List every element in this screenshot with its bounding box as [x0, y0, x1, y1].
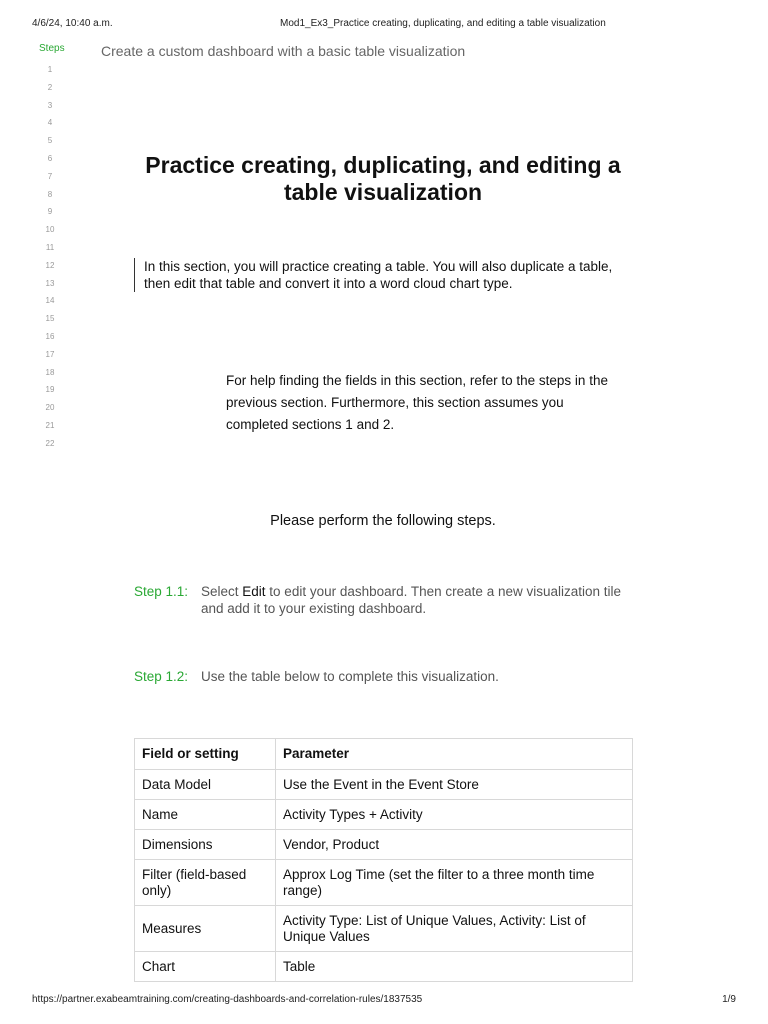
line-number: 18: [45, 367, 55, 377]
line-number: 4: [47, 118, 53, 128]
line-number: 17: [45, 349, 55, 359]
line-number: 2: [47, 82, 53, 92]
line-number: 1: [47, 65, 53, 74]
table-cell: Use the Event in the Event Store: [276, 770, 633, 800]
table-cell: Activity Type: List of Unique Values, Activity: List of Unique Values: [276, 906, 633, 952]
step-text: Use the table below to complete this visualization.: [201, 669, 499, 684]
table-cell: Vendor, Product: [276, 830, 633, 860]
table-cell: Filter (field-based only): [135, 860, 276, 906]
edit-keyword: Edit: [242, 584, 266, 599]
page-number: 1/9: [722, 994, 736, 1005]
line-number: 10: [45, 225, 55, 235]
page-title: Practice creating, duplicating, and editing a table visualization: [145, 152, 621, 205]
line-numbers: [40, 64, 60, 456]
table-header-cell: Parameter: [276, 739, 633, 770]
step-label: Step 1.2:: [134, 669, 189, 684]
instructions-heading: Please perform the following steps.: [270, 513, 496, 529]
line-number: 12: [45, 260, 55, 270]
table-row: [135, 952, 633, 982]
table-cell: Dimensions: [135, 830, 276, 860]
step-text: [201, 583, 631, 617]
help-paragraph: For help finding the fields in this section, refer to the steps in the previous section. Furthermore, this section assumes you completed sections 1 and 2.: [226, 373, 608, 432]
table-cell: Table: [276, 952, 633, 982]
table-cell: Chart: [135, 952, 276, 982]
page-url: https://partner.exabeamtraining.com/creating-dashboards-and-correlation-rules/1837535: [32, 994, 423, 1005]
print-header: [32, 18, 736, 32]
step-text-after: to edit your dashboard. Then create a new visualization tile and add it to your existing dashboard.: [201, 584, 622, 616]
table-row: [135, 770, 633, 800]
line-number: 13: [45, 278, 55, 288]
steps-label[interactable]: Steps: [39, 43, 65, 54]
table-row: [135, 860, 633, 906]
print-title: Mod1_Ex3_Practice creating, duplicating, and editing a table visualization: [280, 18, 606, 29]
print-date: 4/6/24, 10:40 a.m.: [32, 18, 113, 29]
table-cell: Activity Types + Activity: [276, 800, 633, 830]
line-number: 19: [45, 385, 55, 395]
line-number: 8: [47, 189, 53, 199]
step-text-before: Select: [201, 584, 243, 599]
line-number: 5: [47, 136, 53, 146]
table-row: [135, 830, 633, 860]
line-number: 22: [45, 438, 55, 448]
line-number: 21: [45, 420, 55, 430]
line-number: 11: [45, 242, 55, 252]
table-row: [135, 800, 633, 830]
line-number: 3: [47, 100, 53, 110]
table-cell: Data Model: [135, 770, 276, 800]
step-label: Step 1.1:: [134, 584, 189, 599]
parameters-table: [134, 738, 633, 982]
intro-paragraph: In this section, you will practice creating a table. You will also duplicate a table, then edit that table and convert it into a word cloud chart type.: [134, 258, 624, 292]
line-number: 6: [47, 153, 53, 163]
line-number: 7: [47, 171, 53, 181]
line-number: 15: [45, 314, 55, 324]
table-header-cell: Field or setting: [135, 739, 276, 770]
page-subtitle: Create a custom dashboard with a basic table visualization: [101, 43, 466, 59]
table-row: [135, 906, 633, 952]
table-cell: Name: [135, 800, 276, 830]
line-number: 9: [47, 207, 53, 217]
line-number: 14: [45, 296, 55, 306]
table-cell: Measures: [135, 906, 276, 952]
line-number: 20: [45, 403, 55, 413]
table-cell: Approx Log Time (set the filter to a three month time range): [276, 860, 633, 906]
line-number: 16: [45, 331, 55, 341]
table-header-row: [135, 739, 633, 770]
